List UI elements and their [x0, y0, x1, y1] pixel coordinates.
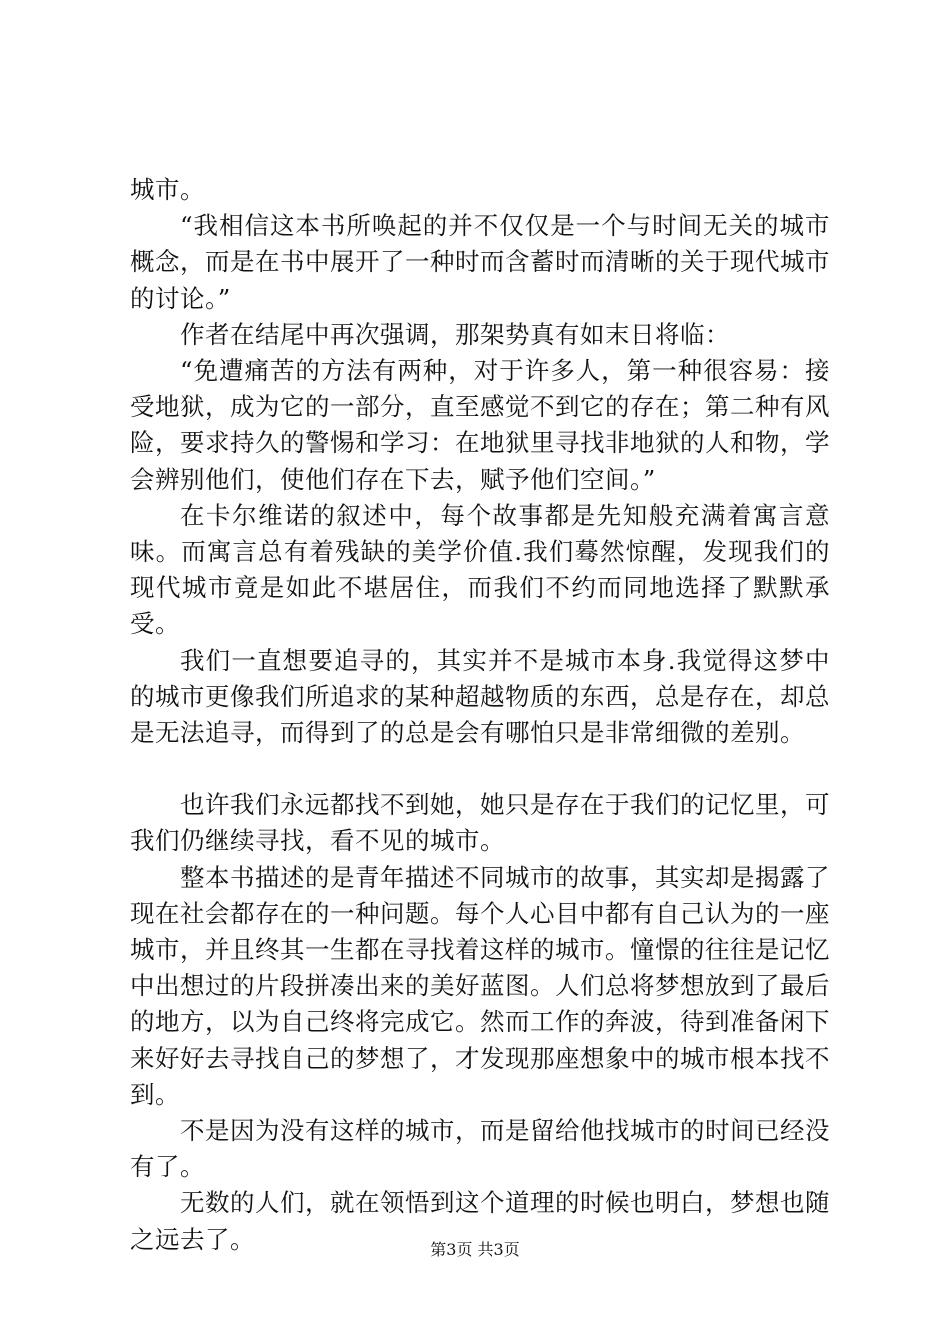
paragraph: 我们一直想要追寻的，其实并不是城市本身.我觉得这梦中的城市更像我们所追求的某种超越物质的东西，总是存在，却总是无法追寻，而得到了的总是会有哪怕只是非常细微的差别。	[130, 645, 830, 748]
page-footer	[0, 1240, 950, 1260]
paragraph: 整本书描述的是青年描述不同城市的故事，其实却是揭露了现在社会都存在的一种问题。每个人心目中都有自己认为的一座城市，并且终其一生都在寻找着这样的城市。憧憬的往往是记忆中出想过的片段拼凑出来的美好蓝图。人们总将梦想放到了最后的地方，以为自己终将完成它。然而工作的奔波，待到准备闲下来好好去寻找自己的梦想了，才发现那座想象中的城市根本找不到。	[130, 862, 830, 1109]
paragraph: 城市。	[130, 175, 205, 204]
paragraph-spacer	[130, 751, 830, 787]
paragraph: “我相信这本书所唤起的并不仅仅是一个与时间无关的城市概念，而是在书中展开了一种时而含蓄时而清晰的关于现代城市的讨论。”	[130, 211, 830, 313]
paragraph: 作者在结尾中再次强调，那架势真有如末日将临：	[180, 319, 730, 349]
page-number-label: 第3页 共3页	[430, 1240, 520, 1259]
paragraph: “免遭痛苦的方法有两种，对于许多人，第一种很容易：接受地狱，成为它的一部分，直至感觉不到它的存在；第二种有风险，要求持久的警惕和学习：在地狱里寻找非地狱的人和物，学会辨别他们，使他们存在下去，赋予他们空间。”	[130, 356, 830, 494]
paragraph: 也许我们永远都找不到她，她只是存在于我们的记忆里，可我们仍继续寻找，看不见的城市。	[130, 790, 830, 856]
paragraph: 不是因为没有这样的城市，而是留给他找城市的时间已经没有了。	[130, 1116, 830, 1182]
paragraph: 在卡尔维诺的叙述中，每个故事都是先知般充满着寓言意味。而寓言总有着残缺的美学价值.我们蓦然惊醒，发现我们的现代城市竟是如此不堪居住，而我们不约而同地选择了默默承受。	[130, 500, 830, 639]
paragraph: 无数的人们，就在领悟到这个道理的时候也明白，梦想也随之远去了。	[130, 1188, 830, 1254]
document-body	[130, 172, 830, 1258]
